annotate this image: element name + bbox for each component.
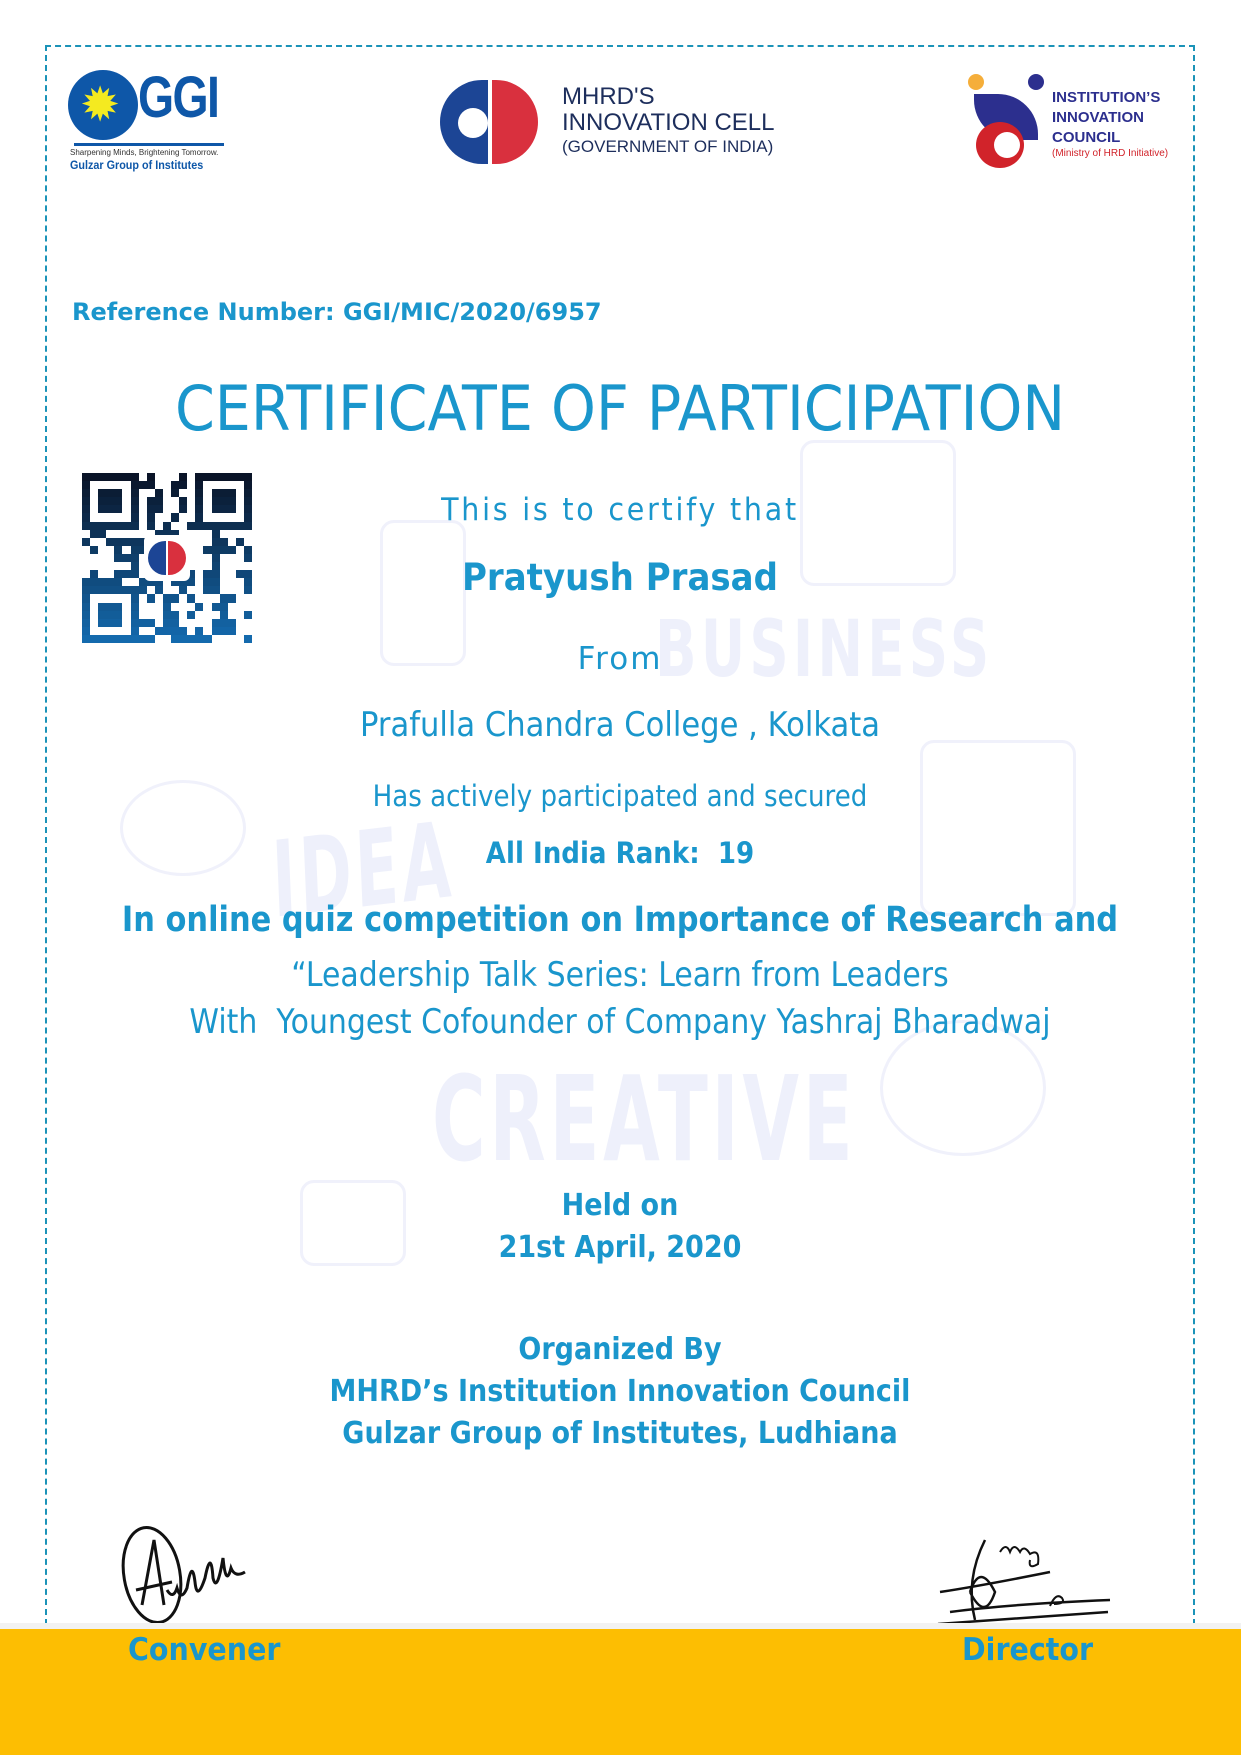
iic-line3: COUNCIL [1052, 129, 1121, 146]
ggi-tagline: Sharpening Minds, Brightening Tomorrow. [70, 148, 219, 157]
brain-icon [492, 80, 538, 164]
organizer-2: Gulzar Group of Institutes, Ludhiana [342, 1416, 898, 1451]
director-signature [930, 1532, 1120, 1632]
organizer-1: MHRD’s Institution Innovation Council [329, 1374, 911, 1409]
iic-line1: INSTITUTION’S [1052, 89, 1161, 106]
certify-line: This is to certify that [441, 492, 799, 528]
convener-signature [112, 1520, 302, 1630]
series-line-1: “Leadership Talk Series: Learn from Leaders [291, 955, 949, 995]
watermark-idea: IDEA [270, 798, 457, 942]
watermark-business: BUSINESS [655, 605, 994, 695]
ggi-name: Gulzar Group of Institutes [70, 158, 204, 172]
series-line-2: With Youngest Cofounder of Company Yashraj Bharadwaj [189, 1002, 1051, 1042]
institution-name: Prafulla Chandra College , Kolkata [359, 705, 881, 745]
rank-line: All India Rank: 19 [485, 836, 755, 870]
organized-label: Organized By [518, 1332, 722, 1367]
reference-number: Reference Number: GGI/MIC/2020/6957 [72, 298, 602, 326]
participation-line: Has actively participated and secured [372, 779, 868, 813]
held-date: 21st April, 2020 [498, 1230, 742, 1265]
ggi-logo [68, 65, 228, 173]
mic-line3: (GOVERNMENT OF INDIA) [562, 137, 774, 156]
ggi-mark: GGI [138, 65, 219, 130]
gear-icon [440, 80, 488, 164]
mic-line1: MHRD'S [562, 83, 655, 110]
mhrd-innovation-cell-logo [438, 78, 798, 170]
ggi-underline [74, 143, 224, 146]
mic-line2: INNOVATION CELL [562, 109, 775, 136]
watermark-creative: CREATIVE [432, 1050, 857, 1188]
certificate-title: CERTIFICATE OF PARTICIPATION [174, 372, 1066, 445]
iic-subtitle: (Ministry of HRD Initiative) [1052, 148, 1169, 159]
institution-innovation-council-logo [968, 70, 1178, 170]
iic-figure-icon [968, 72, 1046, 166]
ggi-sun-icon: ✹ [68, 70, 138, 140]
recipient-name: Pratyush Prasad [461, 556, 779, 599]
competition-line: In online quiz competition on Importance of Research and [121, 900, 1119, 940]
director-label: Director [962, 1632, 1094, 1668]
convener-label: Convener [128, 1632, 281, 1668]
iic-line2: INNOVATION [1052, 109, 1144, 126]
held-label: Held on [561, 1188, 679, 1223]
from-label: From [577, 641, 663, 677]
